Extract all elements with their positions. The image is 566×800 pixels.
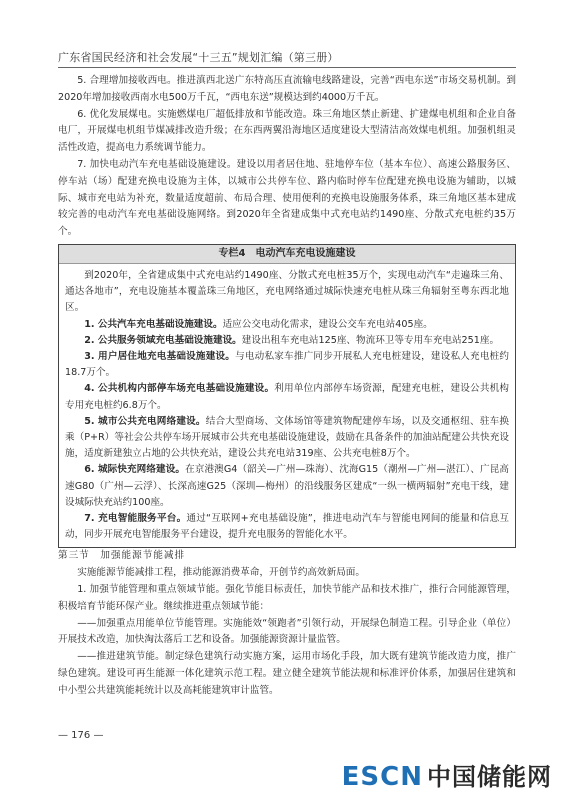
watermark-logo [342, 757, 552, 792]
box-item-heading: 4. 公共机构内部停车场充电基础设施建设。 [84, 383, 275, 395]
box-intro: 到2020年，全省建成集中式充电站约1490座、分散式充电桩35万个，实现电动汽车“走遍珠三角、通达各地市”，充电设施基本覆盖珠三角地区，充电网络通过城际快速充电桩从珠三角辐射至粤东西北地区。 [65, 269, 509, 314]
box-item-text: 利用单位内部停车场资源，配建充电桩，建设公共机构专用充电桩约6.8万个。 [65, 383, 509, 411]
box-item-heading: 5. 城市公共充电网络建设。 [84, 415, 206, 427]
section-title: 第三节 加强能源节能减排 [58, 550, 186, 562]
paragraph-key-users: ——加强重点用能单位节能管理。实施能效“领跑者”引领行动，开展绿色制造工程。引导企业（单位）开展技术改造，加快淘汰落后工艺和设备。加强能源资源计量监管。 [58, 617, 516, 646]
page-number: — 176 — [58, 730, 104, 741]
box-item [65, 349, 509, 381]
paragraph-energy-saving: 1. 加强节能管理和重点领域节能。强化节能目标责任，加快节能产品和技术推广，推行合同能源管理，积极培育节能环保产业。继续推进重点领域节能： [58, 584, 516, 612]
watermark-cn: 中国储能网 [427, 763, 552, 791]
box-item [65, 317, 509, 333]
section-intro: 实施能源节能减排工程，推动能源消费革命，开创节约高效新局面。 [77, 567, 365, 579]
box-item-text: 与电动私家车推广同步开展私人充电桩建设，建设私人充电桩约18.7万个。 [65, 350, 509, 379]
box-item-heading: 2. 公共服务领域充电基础设施建设。 [84, 334, 242, 346]
box-item-heading: 7. 充电智能服务平台。 [84, 513, 187, 525]
page-body [58, 73, 516, 700]
paragraph-coal-power: 6. 优化发展煤电。实施燃煤电厂超低排放和节能改造。珠三角地区禁止新建、扩建煤电机组和企业自备电厂，开展煤电机组节煤减排改造升级；在东西两翼沿海地区适度建设大型清洁高效煤电机组。加强机组灵活性改造，提高电力系统调节能力。 [58, 108, 516, 154]
box-item [65, 414, 509, 463]
box-item-text: 在京港澳G4（韶关—广州—珠海）、沈海G15（潮州—广州—湛江）、广昆高速G80（广州—云浮）、长深高速G25（深圳—梅州）的沿线服务区建成“一纵一横两辐射”充电干线，建设城际快充站约100座。 [65, 464, 509, 508]
box-item [65, 381, 509, 413]
box-item-heading: 1. 公共汽车充电基础设施建设。 [84, 318, 223, 330]
box-item [65, 511, 509, 543]
box-item-text: 适应公交电动化需求，建设公交车充电站405座。 [222, 318, 433, 330]
sidebar-box-ev-charging [58, 244, 516, 548]
paragraph-building-saving: ——推进建筑节能。制定绿色建筑行动实施方案，运用市场化手段，加大既有建筑节能改造力度，推广绿色建筑。建设可再生能源一体化建筑示范工程。建立健全建筑节能法规和标准评价体系，加强居住建筑和中小型公共建筑能耗统计以及高耗能建筑审计监管。 [58, 651, 516, 696]
box-item [65, 333, 509, 349]
running-header: 广东省国民经济和社会发展“十三五”规划汇编（第三册） [58, 51, 339, 64]
box-item-heading: 3. 用户居住地充电基础设施建设。 [84, 350, 236, 362]
box-item-heading: 6. 城际快充网络建设。 [84, 464, 186, 476]
box-item [65, 462, 509, 511]
box-item-text: 通过“互联网+充电基础设施”，推进电动汽车与智能电网间的能量和信息互动，同步开展充电智能服务平台建设，提升充电服务的智能化水平。 [65, 513, 509, 541]
paragraph-ev-charging: 7. 加快电动汽车充电基础设施建设。建设以用者居住地、驻地停车位（基本车位）、高速公路服务区、停车站（场）配建充换电设施为主体，以城市公共停车位、路内临时停车位配建充换电设施为辅助，以城际、城市充电站为补充，数量适度超前、布局合理、使用便利的充换电设施服务体系，珠三角地区基本建成较完善的电动汽车充电基础设施网络。到2020年全省建成集中式充电站约1490座、分散式充电桩约35万个。 [58, 158, 516, 238]
paragraph-west-power: 5. 合理增加接收西电。推进滇西北送广东特高压直流输电线路建设，完善“西电东送”市场交易机制。到2020年增加接收西南水电500万千瓦，“西电东送”规模达到约4000万千瓦。 [58, 75, 516, 103]
box-item-text: 结合大型商场、文体场馆等建筑物配建停车场，以及交通枢纽、驻车换乘（P+R）等社会公共停车场开展城市公共充电基础设施建设，鼓励在具备条件的加油站配建公共快充设施，适度新建独立占地的公共快充站，建设公共充电站319座、公共充电桩8万个。 [65, 415, 509, 460]
box-title: 专栏4 电动汽车充电设施建设 [59, 245, 515, 264]
box-item-text: 建设出租车充电站125座、物流环卫等专用车充电站251座。 [241, 334, 500, 346]
header-divider [58, 67, 516, 68]
watermark-latin: ESCN [341, 762, 423, 792]
